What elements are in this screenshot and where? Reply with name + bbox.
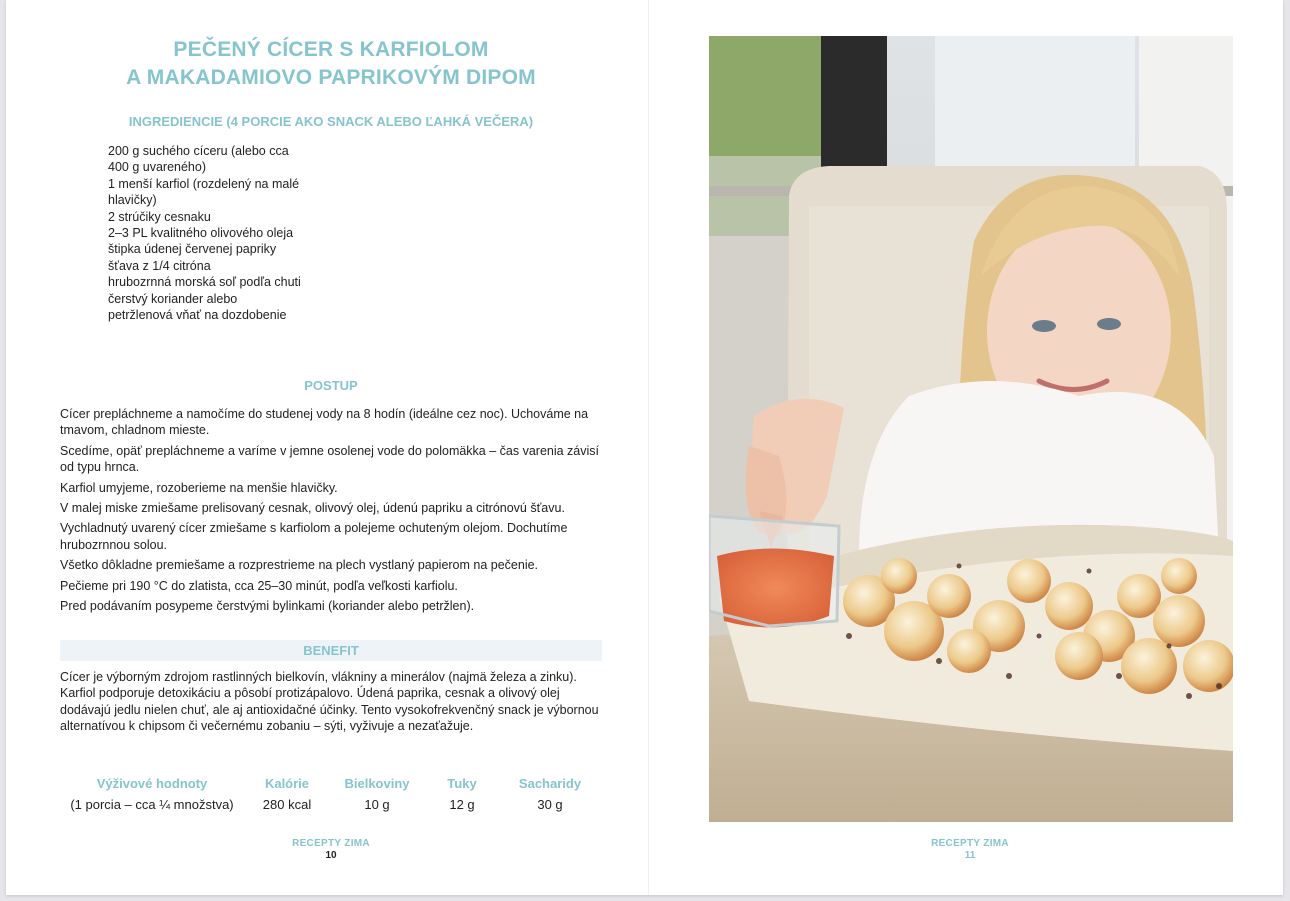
method-step: Pred podávaním posypeme čerstvými bylinkami (koriander alebo petržlen). <box>60 599 475 614</box>
book-spread <box>6 0 1283 895</box>
page-footer-right <box>890 838 1050 862</box>
method-heading: POSTUP <box>304 378 358 393</box>
page-number: 11 <box>964 850 976 861</box>
benefit-heading: BENEFIT <box>60 640 602 661</box>
photo-illustration <box>709 36 1233 822</box>
ingredient-line: štipka údenej červenej papriky <box>108 242 277 257</box>
nutrition-cell: 30 g <box>537 797 563 812</box>
page-gutter <box>648 0 649 895</box>
ingredient-line: 1 menší karfiol (rozdelený na malé <box>108 176 300 191</box>
nutrition-header: Sacharidy <box>518 776 582 791</box>
footer-section-label: RECEPTY ZIMA <box>931 838 1009 849</box>
ingredient-line: 2 strúčiky cesnaku <box>108 209 211 224</box>
ingredient-line: hlavičky) <box>108 193 157 208</box>
method-step: Karfiol umyjeme, rozoberieme na menšie hlavičky. <box>60 480 338 495</box>
ingredients-heading: INGREDIENCIE (4 PORCIE AKO SNACK ALEBO ĽAHKÁ VEČERA) <box>128 114 534 129</box>
nutrition-header: Tuky <box>447 776 477 791</box>
method-steps <box>60 406 605 618</box>
recipe-title-line-1: PEČENÝ CÍCER S KARFIOLOM <box>173 38 489 61</box>
ingredient-line: čerstvý koriander alebo <box>108 291 238 306</box>
method-step: V malej miske zmiešame prelisovaný cesnak, olivový olej, údenú papriku a citrónovú šťavu. <box>60 501 565 516</box>
ingredient-line: petržlenová vňať na dozdobenie <box>108 308 287 323</box>
nutrition-header-row <box>62 776 598 797</box>
method-step: Scedíme, opäť prepláchneme a varíme v jemne osolenej vode do polomäkka – čas varenia závisí od typu hrnca. <box>60 443 600 475</box>
nutrition-cell: (1 porcia – cca ¼ množstva) <box>70 797 234 812</box>
ingredient-line: 400 g uvareného) <box>108 160 206 175</box>
ingredient-line: 200 g suchého cíceru (alebo cca <box>108 144 289 158</box>
page-footer-left <box>251 838 411 862</box>
ingredient-line: šťava z 1/4 citróna <box>108 258 211 273</box>
method-step: Pečieme pri 190 °C do zlatista, cca 25–30 minút, podľa veľkosti karfiolu. <box>60 578 458 593</box>
recipe-title <box>66 36 596 92</box>
nutrition-header: Bielkoviny <box>344 776 410 791</box>
nutrition-cell: 10 g <box>364 797 390 812</box>
nutrition-cell: 280 kcal <box>262 797 312 812</box>
method-step: Vychladnutý uvarený cícer zmiešame s karfiolom a polejeme ochuteným olejom. Dochutíme hrubozrnnou solou. <box>60 521 568 552</box>
page-number: 10 <box>325 850 337 861</box>
ingredients-list <box>108 143 368 323</box>
nutrition-header: Kalórie <box>264 776 310 791</box>
nutrition-value-row <box>62 797 598 812</box>
benefit-text: Cícer je výborným zdrojom rastlinných bielkovín, vlákniny a minerálov (najmä železa a zinku). Karfiol podporuje detoxikáciu a pôsobí protizápalovo. Údená paprika, cesnak a olivový olej dodávajú jedlu nielen chuť, ale aj antioxidačné účinky. Tento vysokofrekvenčný snack je výbornou alternatívou k chipsom či večernému zobaniu – sýti, vyživuje a nezaťažuje. <box>60 670 599 734</box>
nutrition-header: Výživové hodnoty <box>96 776 208 791</box>
nutrition-cell: 12 g <box>449 797 475 812</box>
method-step: Cícer prepláchneme a namočíme do studenej vody na 8 hodín (ideálne cez noc). Uchováme na tmavom, chladnom mieste. <box>60 407 589 438</box>
recipe-photo <box>709 36 1233 822</box>
recipe-title-line-2: A MAKADAMIOVO PAPRIKOVÝM DIPOM <box>126 66 536 89</box>
ingredient-line: 2–3 PL kvalitného olivového oleja <box>108 226 294 241</box>
method-step: Všetko dôkladne premiešame a rozprestrieme na plech vystlaný papierom na pečenie. <box>60 558 539 573</box>
footer-section-label: RECEPTY ZIMA <box>292 838 370 849</box>
nutrition-table <box>62 776 598 812</box>
ingredient-line: hrubozrnná morská soľ podľa chuti <box>108 275 301 290</box>
